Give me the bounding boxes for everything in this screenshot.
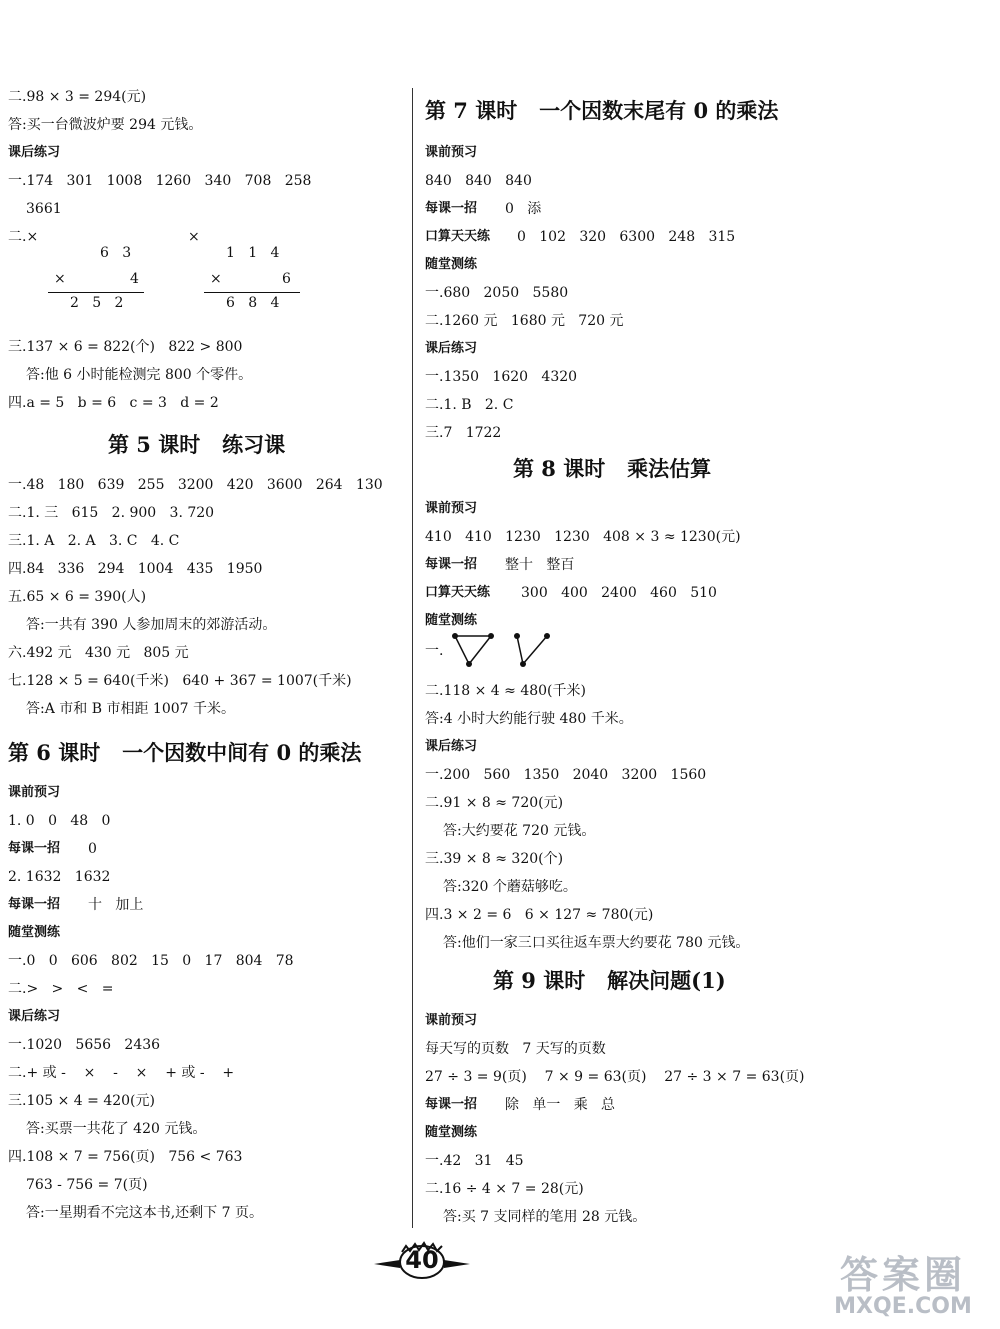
answer-line: 三.39 × 8 ≈ 320(个) <box>425 851 564 867</box>
answer-line: 二.1. 三 615 2. 900 3. 720 <box>8 505 215 521</box>
section-label: 口算天天练 <box>425 229 491 244</box>
answer-line: 答:320 个蘑菇够吃。 <box>443 879 577 895</box>
answer-line: 四.84 336 294 1004 435 1950 <box>8 561 263 577</box>
answer-line: 答:大约要花 720 元钱。 <box>443 823 596 839</box>
answer-line: 一.200 560 1350 2040 3200 1560 <box>425 767 707 783</box>
multiply-sign: × <box>210 271 222 287</box>
answer-line: 一.1350 1620 4320 <box>425 369 578 385</box>
answer-line: 二.1260 元 1680 元 720 元 <box>425 313 624 329</box>
answer-line: 0 <box>88 841 97 857</box>
section-label: 每课一招 <box>8 841 61 856</box>
lesson-title: 第 9 课时 解决问题(1) <box>493 968 726 993</box>
answer-line: 27 ÷ 3 = 9(页) 7 × 9 = 63(页) 27 ÷ 3 × 7 = 63(页) <box>425 1069 805 1085</box>
answer-line: 答:买一台微波炉要 294 元钱。 <box>8 117 203 133</box>
section-label: 随堂测练 <box>8 925 61 940</box>
answer-line: 二.1. B 2. C <box>425 397 514 413</box>
lesson-title: 第 7 课时 一个因数末尾有 0 的乘法 <box>425 98 779 123</box>
match-dot <box>514 633 520 639</box>
section-label: 课后练习 <box>8 1009 61 1024</box>
answer-line: 一.680 2050 5580 <box>425 285 569 301</box>
answer-line: 答:一共有 390 人参加周末的郊游活动。 <box>26 617 277 633</box>
vertical-multiplication-1 <box>48 240 148 310</box>
section-label: 课后练习 <box>425 341 478 356</box>
answer-line: 每天写的页数 7 天写的页数 <box>425 1041 606 1057</box>
answer-line: 二.91 × 8 ≈ 720(元) <box>425 795 564 811</box>
match-line <box>455 636 469 664</box>
answer-line: 2. 1632 1632 <box>8 869 111 885</box>
section-label: 课前预习 <box>8 785 61 800</box>
watermark-logo <box>808 1240 998 1328</box>
multiply-sign: × <box>54 271 66 287</box>
answer-line: 三.137 × 6 = 822(个) 822 > 800 <box>8 339 243 355</box>
multiplier: 4 <box>130 271 139 287</box>
answer-line: 三.7 1722 <box>425 425 502 441</box>
answer-line: 一.0 0 606 802 15 0 17 804 78 <box>8 953 294 969</box>
section-label: 随堂测练 <box>425 613 478 628</box>
section-label: 课前预习 <box>425 501 478 516</box>
answer-line: 0 添 <box>505 201 542 217</box>
wrong-mark: × <box>188 229 200 245</box>
answer-line: 一.174 301 1008 1260 340 708 258 <box>8 173 312 189</box>
answer-line: 答:买 7 支同样的笔用 28 元钱。 <box>443 1209 647 1225</box>
answer-line: 840 840 840 <box>425 173 532 189</box>
matching-prefix: 一. <box>425 643 444 659</box>
answer-line: 答:他 6 小时能检测完 800 个零件。 <box>26 367 253 383</box>
answer-line: 三.105 × 4 = 420(元) <box>8 1093 155 1109</box>
section-label: 每课一招 <box>425 201 478 216</box>
answer-line: 七.128 × 5 = 640(千米) 640 + 367 = 1007(千米) <box>8 673 352 689</box>
answer-line: 二.118 × 4 ≈ 480(千米) <box>425 683 586 699</box>
answer-line: 3661 <box>26 201 62 217</box>
lesson-title: 第 5 课时 练习课 <box>108 432 286 457</box>
match-dot <box>466 661 472 667</box>
section-label: 每课一招 <box>425 1097 478 1112</box>
answer-line: 一.42 31 45 <box>425 1153 524 1169</box>
calc-rule <box>204 292 300 293</box>
section-label: 随堂测练 <box>425 257 478 272</box>
section-label: 课后练习 <box>8 145 61 160</box>
answer-line: 300 400 2400 460 510 <box>521 585 717 601</box>
lesson-title: 第 6 课时 一个因数中间有 0 的乘法 <box>8 740 362 765</box>
multiplicand: 1 1 4 <box>226 245 280 261</box>
section-label: 每课一招 <box>425 557 478 572</box>
match-line <box>523 636 547 664</box>
match-dot <box>520 661 526 667</box>
section-label: 课后练习 <box>425 739 478 754</box>
section-label: 课前预习 <box>425 145 478 160</box>
answer-line: 答:买票一共花了 420 元钱。 <box>26 1121 207 1137</box>
answer-line: 二.16 ÷ 4 × 7 = 28(元) <box>425 1181 584 1197</box>
answer-line: 二.> > < = <box>8 981 114 997</box>
answer-line: 一.1020 5656 2436 <box>8 1037 161 1053</box>
answer-line: 1. 0 0 48 0 <box>8 813 111 829</box>
answer-line: 0 102 320 6300 248 315 <box>517 229 736 245</box>
match-line <box>517 636 523 664</box>
multiplier: 6 <box>282 271 291 287</box>
match-dot <box>544 633 550 639</box>
match-dot <box>452 633 458 639</box>
watermark-title: 答案圈 <box>839 1253 966 1297</box>
lesson-title: 第 8 课时 乘法估算 <box>513 456 712 481</box>
page-number: 40 <box>405 1246 439 1274</box>
answer-line: 一.48 180 639 255 3200 420 3600 264 130 <box>8 477 383 493</box>
answer-line: 答:A 市和 B 市相距 1007 千米。 <box>26 701 235 717</box>
answer-line: 答:一星期看不完这本书,还剩下 7 页。 <box>26 1205 263 1221</box>
answer-line: 四.108 × 7 = 756(页) 756 < 763 <box>8 1149 243 1165</box>
multiplicand: 6 3 <box>100 245 132 261</box>
section-label: 随堂测练 <box>425 1125 478 1140</box>
answer-line: 二.+ 或 - × - × + 或 - + <box>8 1065 235 1081</box>
answer-line: 二.98 × 3 = 294(元) <box>8 89 147 105</box>
answer-line: 答:他们一家三口买往返车票大约要花 780 元钱。 <box>443 935 750 951</box>
match-dot <box>488 633 494 639</box>
matching-lines-diagram <box>445 632 555 672</box>
answer-line: 四.3 × 2 = 6 6 × 127 ≈ 780(元) <box>425 907 654 923</box>
answer-line: 三.1. A 2. A 3. C 4. C <box>8 533 180 549</box>
answer-line: 二.× <box>8 229 39 245</box>
product: 6 8 4 <box>226 295 280 311</box>
answer-line: 整十 整百 <box>505 557 575 573</box>
column-divider <box>412 88 413 1228</box>
answer-line: 410 410 1230 1230 408 × 3 ≈ 1230(元) <box>425 529 741 545</box>
answer-line: 十 加上 <box>88 897 144 913</box>
vertical-multiplication-2 <box>204 240 304 310</box>
page-number-badge <box>372 1240 472 1280</box>
answer-line: 除 单一 乘 总 <box>505 1097 616 1113</box>
product: 2 5 2 <box>70 295 124 311</box>
section-label: 每课一招 <box>8 897 61 912</box>
answer-line: 六.492 元 430 元 805 元 <box>8 645 189 661</box>
answer-line: 763 - 756 = 7(页) <box>26 1177 148 1193</box>
match-line <box>469 636 491 664</box>
section-label: 课前预习 <box>425 1013 478 1028</box>
answer-line: 四.a = 5 b = 6 c = 3 d = 2 <box>8 395 219 411</box>
answer-line: 答:4 小时大约能行驶 480 千米。 <box>425 711 633 727</box>
watermark-url: MXQE.COM <box>834 1294 972 1319</box>
calc-rule <box>48 292 144 293</box>
answer-line: 五.65 × 6 = 390(人) <box>8 589 147 605</box>
section-label: 口算天天练 <box>425 585 491 600</box>
